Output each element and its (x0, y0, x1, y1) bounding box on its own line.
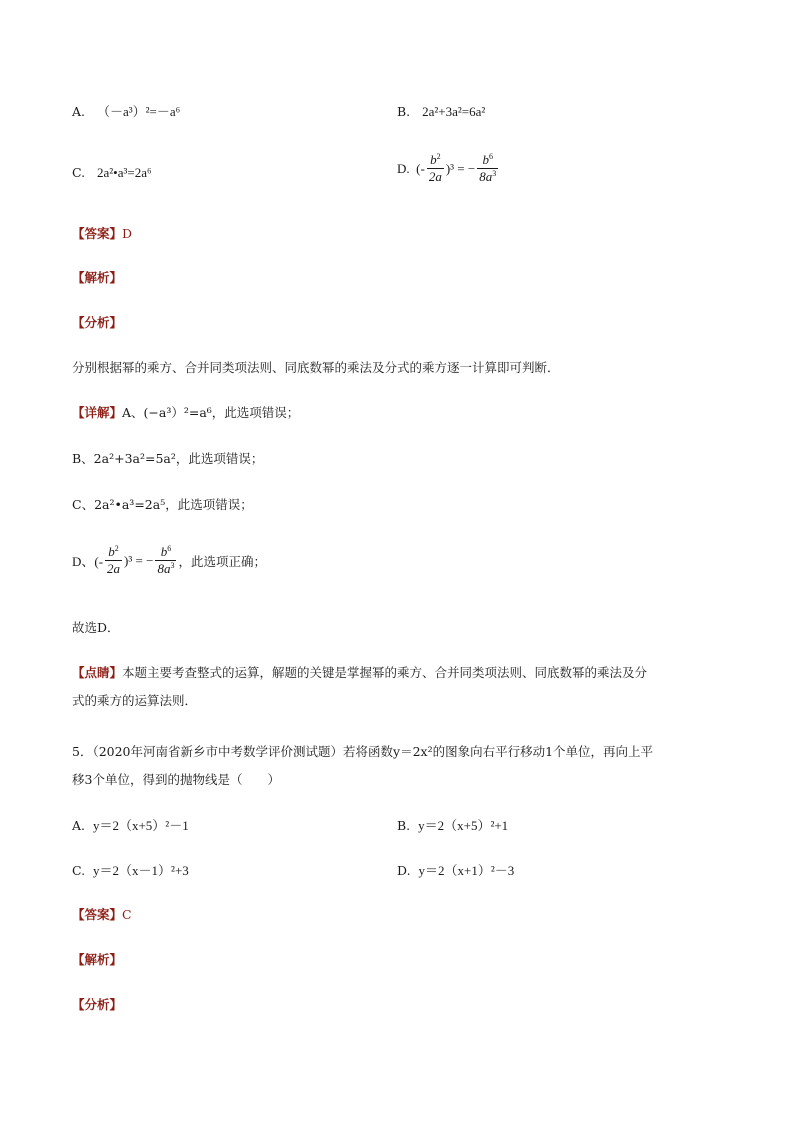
q5-analysis-heading: 【解析】 (72, 952, 123, 967)
q4-detail-a: 【详解】A、(−a³）²=a⁶，此选项错误； (72, 405, 300, 420)
q5-fenxi-heading: 【分析】 (72, 997, 123, 1012)
q5-option-c: C. y＝2（x－1）²+3 (72, 863, 189, 878)
q4-detail-b: B、2a²+3a²=5a²，此选项错误； (72, 451, 264, 466)
q4-option-a-text: （－a³）²=－a⁶ (96, 104, 181, 119)
q4-fenxi-heading: 【分析】 (72, 315, 123, 330)
q5-stem-line2: 移3个单位，得到的抛物线是（ ） (72, 772, 280, 787)
q4-answer: 【答案】D (72, 226, 133, 241)
q4-dianjing-line1: 【点睛】本题主要考查整式的运算，解题的关键是掌握幂的乘方、合并同类项法则、同底数幂的乘法及分 (72, 665, 648, 680)
fraction: $\frac{b^6}{8a^3}$ (157, 544, 175, 576)
q5-answer: 【答案】C (72, 907, 132, 922)
q4-option-a: A. （－a³）²=－a⁶ (72, 104, 181, 119)
q4-option-b-text: 2a²+3a²=6a² (422, 104, 486, 119)
q5-stem-line1: 5．（2020年河南省新乡市中考数学评价测试题）若将函数y＝2x²的图象向右平行移动1个单位，再向上平 (72, 744, 654, 759)
fraction: $\frac{b^2}{2a}$ (107, 544, 121, 576)
q4-option-d: D. (- $\frac{b^2}{2a}$ )³ = − $\frac{b^6}{8a^3}$ (397, 152, 497, 184)
q4-detail-d: D、(- $\frac{b^2}{2a}$ )³ = − $\frac{b^6}{8a^3}$ ，此选项正确； (72, 544, 266, 576)
q4-fenxi-text: 分别根据幂的乘方、合并同类项法则、同底数幂的乘法及分式的乘方逐一计算即可判断． (72, 360, 560, 375)
q4-conclusion: 故选D． (72, 620, 120, 635)
fraction: $\frac{b^2}{2a}$ (428, 152, 442, 184)
q5-option-b: B. y＝2（x+5）²+1 (397, 818, 509, 833)
q4-detail-c: C、2a²•a³=2a⁵，此选项错误； (72, 497, 253, 512)
q5-option-a: A. y＝2（x+5）²－1 (72, 818, 189, 833)
q4-option-b: B. 2a²+3a²=6a² (397, 104, 486, 119)
q4-analysis-heading: 【解析】 (72, 270, 123, 285)
q4-option-c-text: 2a²•a³=2a⁶ (97, 165, 152, 180)
q5-option-d: D. y＝2（x+1）²－3 (397, 863, 515, 878)
q4-dianjing-line2: 式的乘方的运算法则． (72, 693, 198, 708)
q4-option-c: C. 2a²•a³=2a⁶ (72, 165, 152, 180)
fraction: $\frac{b^6}{8a^3}$ (479, 152, 497, 184)
